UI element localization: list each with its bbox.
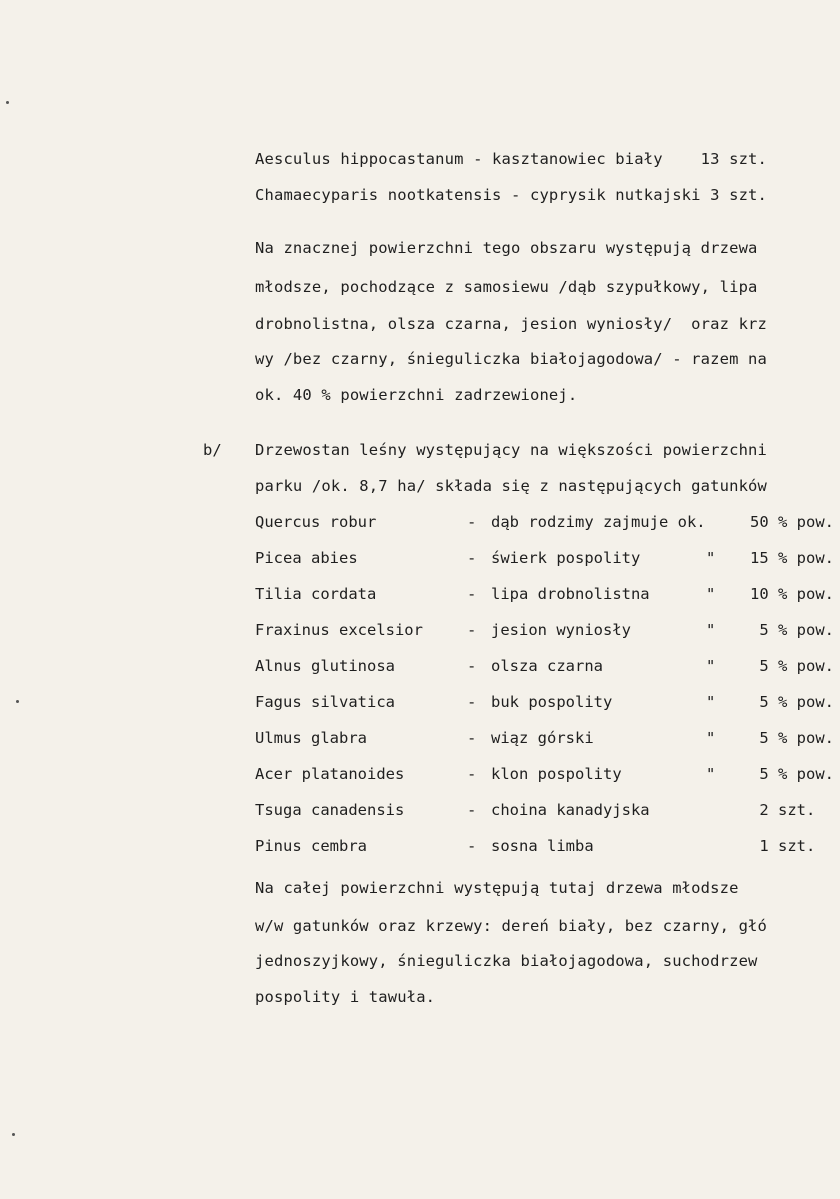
ditto-mark: " bbox=[706, 657, 716, 675]
text-line-top-2: Chamaecyparis nootkatensis - cyprysik nutkajski 3 szt. bbox=[255, 186, 768, 204]
species-dash: - bbox=[467, 765, 477, 783]
margin-mark bbox=[12, 1133, 15, 1136]
species-common: klon pospolity bbox=[491, 765, 622, 783]
species-dash: - bbox=[467, 693, 477, 711]
species-amount: 10 % pow. bbox=[750, 585, 834, 603]
ditto-mark: " bbox=[706, 549, 716, 567]
species-dash: - bbox=[467, 513, 477, 531]
species-amount: 5 % pow. bbox=[750, 765, 834, 783]
species-latin: Fagus silvatica bbox=[255, 693, 395, 711]
margin-mark bbox=[16, 700, 19, 703]
ditto-mark: " bbox=[706, 729, 716, 747]
ditto-mark: " bbox=[706, 621, 716, 639]
ditto-mark: " bbox=[706, 585, 716, 603]
paragraph-a-line: ok. 40 % powierzchni zadrzewionej. bbox=[255, 386, 578, 404]
species-row bbox=[255, 585, 840, 605]
paragraph-a-line: Na znacznej powierzchni tego obszaru występują drzewa bbox=[255, 239, 758, 257]
species-latin: Pinus cembra bbox=[255, 837, 367, 855]
paragraph-a-line: drobnolistna, olsza czarna, jesion wyniosły/ oraz krz bbox=[255, 315, 768, 333]
species-common: choina kanadyjska bbox=[491, 801, 650, 819]
species-row bbox=[255, 765, 840, 785]
species-dash: - bbox=[467, 585, 477, 603]
paragraph-a-line: wy /bez czarny, śnieguliczka białojagodowa/ - razem na bbox=[255, 350, 768, 368]
species-row bbox=[255, 657, 840, 677]
species-latin: Fraxinus excelsior bbox=[255, 621, 423, 639]
section-b-intro-line: parku /ok. 8,7 ha/ składa się z następujących gatunków bbox=[255, 477, 768, 495]
species-row bbox=[255, 621, 840, 641]
species-amount: 5 % pow. bbox=[750, 729, 834, 747]
species-row bbox=[255, 729, 840, 749]
text-line-top-1: Aesculus hippocastanum - kasztanowiec biały 13 szt. bbox=[255, 150, 768, 168]
ditto-mark: " bbox=[706, 693, 716, 711]
paragraph-a-line: młodsze, pochodzące z samosiewu /dąb szypułkowy, lipa bbox=[255, 278, 758, 296]
species-amount: 5 % pow. bbox=[750, 657, 834, 675]
species-dash: - bbox=[467, 621, 477, 639]
species-common: dąb rodzimy zajmuje ok. bbox=[491, 513, 706, 531]
section-b-marker: b/ bbox=[203, 441, 222, 459]
paragraph-c-line: jednoszyjkowy, śnieguliczka białojagodowa, suchodrzew bbox=[255, 952, 758, 970]
species-amount: 50 % pow. bbox=[750, 513, 834, 531]
species-common: buk pospolity bbox=[491, 693, 613, 711]
species-latin: Picea abies bbox=[255, 549, 358, 567]
species-common: świerk pospolity bbox=[491, 549, 641, 567]
paragraph-c-line: pospolity i tawuła. bbox=[255, 988, 436, 1006]
paragraph-c-line: w/w gatunków oraz krzewy: dereń biały, bez czarny, głó bbox=[255, 917, 768, 935]
species-common: wiąz górski bbox=[491, 729, 594, 747]
species-amount: 1 szt. bbox=[750, 837, 816, 855]
species-latin: Quercus robur bbox=[255, 513, 377, 531]
species-dash: - bbox=[467, 837, 477, 855]
species-row bbox=[255, 801, 840, 821]
species-row bbox=[255, 549, 840, 569]
species-dash: - bbox=[467, 549, 477, 567]
species-amount: 5 % pow. bbox=[750, 621, 834, 639]
species-common: lipa drobnolistna bbox=[491, 585, 650, 603]
species-dash: - bbox=[467, 729, 477, 747]
species-latin: Ulmus glabra bbox=[255, 729, 367, 747]
species-latin: Acer platanoides bbox=[255, 765, 405, 783]
species-amount: 15 % pow. bbox=[750, 549, 834, 567]
section-b-intro-line: Drzewostan leśny występujący na większości powierzchni bbox=[255, 441, 768, 459]
species-amount: 5 % pow. bbox=[750, 693, 834, 711]
species-row bbox=[255, 513, 840, 533]
margin-mark bbox=[6, 101, 9, 104]
species-row bbox=[255, 693, 840, 713]
species-latin: Tilia cordata bbox=[255, 585, 377, 603]
species-dash: - bbox=[467, 801, 477, 819]
species-latin: Tsuga canadensis bbox=[255, 801, 405, 819]
species-amount: 2 szt. bbox=[750, 801, 816, 819]
species-common: jesion wyniosły bbox=[491, 621, 631, 639]
species-common: olsza czarna bbox=[491, 657, 603, 675]
species-latin: Alnus glutinosa bbox=[255, 657, 395, 675]
species-dash: - bbox=[467, 657, 477, 675]
species-row bbox=[255, 837, 840, 857]
ditto-mark: " bbox=[706, 765, 716, 783]
species-common: sosna limba bbox=[491, 837, 594, 855]
paragraph-c-line: Na całej powierzchni występują tutaj drzewa młodsze bbox=[255, 879, 739, 897]
